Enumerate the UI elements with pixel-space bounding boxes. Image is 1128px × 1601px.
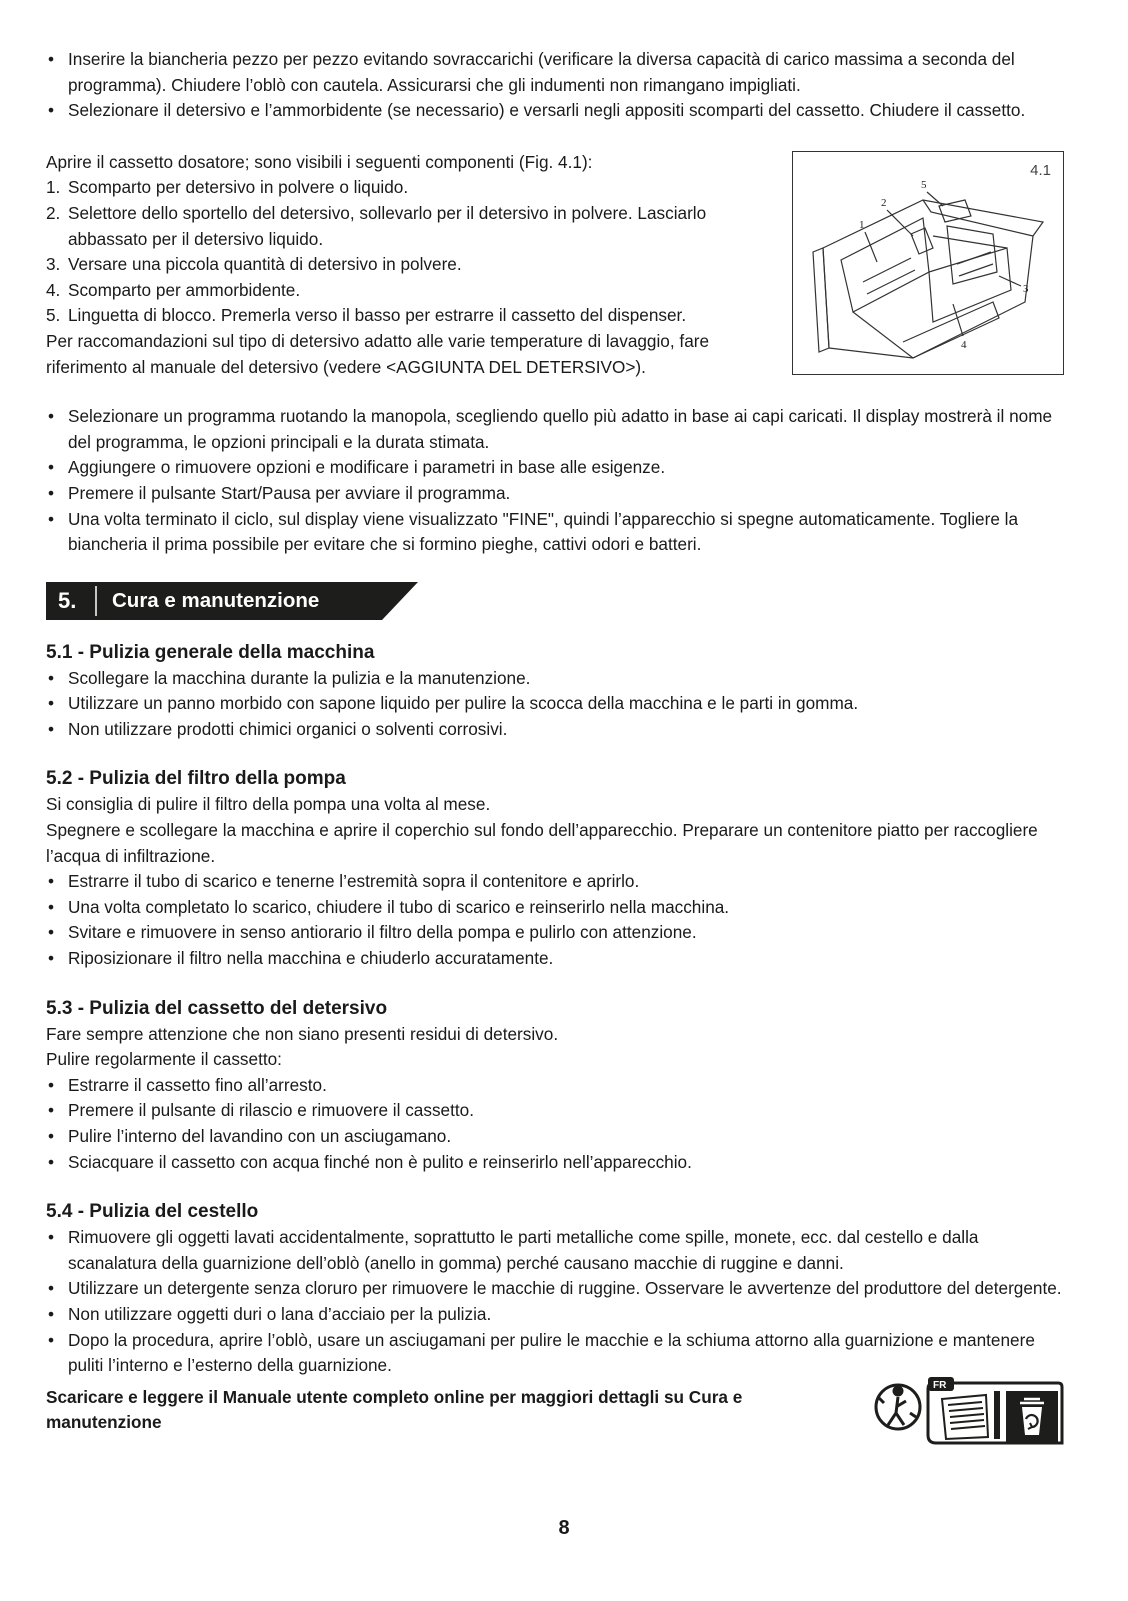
list-item: • Scollegare la macchina durante la pulizia e la manutenzione. (46, 666, 1064, 692)
list-item: • Non utilizzare prodotti chimici organici o solventi corrosivi. (46, 717, 1064, 743)
section-number: 5. (58, 587, 77, 613)
item-number: 5. (46, 305, 61, 326)
triman-icon (876, 1385, 920, 1429)
callout-4: 4 (961, 338, 967, 351)
list-item (46, 278, 766, 304)
callout-5: 5 (921, 178, 927, 191)
heading-5-2: 5.2 - Pulizia del filtro della pompa (46, 768, 346, 790)
list-item: • Premere il pulsante Start/Pausa per avviare il programma. (46, 481, 1064, 507)
paper-booklet-icon (942, 1395, 988, 1439)
dispenser-component-list (46, 175, 766, 329)
list-item (46, 175, 766, 201)
dispenser-intro: Aprire il cassetto dosatore; sono visibili i seguenti componenti (Fig. 4.1): (46, 151, 593, 172)
list-item: • Sciacquare il cassetto con acqua finché non è pulito e reinserirlo nell’apparecchio. (46, 1150, 1064, 1176)
page-number: 8 (558, 1517, 570, 1539)
recycling-info (868, 1377, 1064, 1449)
list-item: • Utilizzare un detergente senza cloruro per rimuovere le macchie di ruggine. Osservare le avvertenze del produttore del detergente. (46, 1276, 1064, 1302)
paragraph: Spegnere e scollegare la macchina e aprire il coperchio sul fondo dell’apparecchio. Preparare un contenitore piatto per raccogliere l’acqua di infiltrazione. (46, 820, 1038, 866)
list-item: • Aggiungere o rimuovere opzioni e modificare i parametri in base alle esigenze. (46, 455, 1064, 481)
program-bullet-list (46, 404, 1064, 558)
heading-5-1: 5.1 - Pulizia generale della macchina (46, 641, 375, 663)
callout-3: 3 (1023, 282, 1029, 295)
list-item: • Una volta terminato il ciclo, sul display viene visualizzato "FINE", quindi l’apparecchio si spegne automaticamente. Togliere la biancheria il prima possibile per evitare che si formino pieghe, cattivi odori e batteri. (46, 507, 1064, 558)
list-item: • Estrarre il tubo di scarico e tenerne l’estremità sopra il contenitore e aprirlo. (46, 869, 1064, 895)
recycling-bin-icon (1006, 1391, 1058, 1443)
bullet-list-5-4 (46, 1225, 1064, 1379)
list-item: • Premere il pulsante di rilascio e rimuovere il cassetto. (46, 1098, 1064, 1124)
list-item (46, 201, 766, 252)
list-item: • Estrarre il cassetto fino all’arresto. (46, 1073, 1064, 1099)
list-item: • Non utilizzare oggetti duri o lana d’acciaio per la pulizia. (46, 1302, 1064, 1328)
dispenser-drawer-figure (792, 151, 1064, 375)
list-item: • Selezionare il detersivo e l’ammorbidente (se necessario) e versarli negli appositi scomparti del cassetto. Chiudere il cassetto. (46, 98, 1064, 124)
item-number: 1. (46, 177, 61, 198)
fr-badge: FR (933, 1379, 947, 1391)
item-text: Scomparto per ammorbidente. (68, 279, 301, 300)
manual-download-note: Scaricare e leggere il Manuale utente completo online per maggiori dettagli su Cura e manutenzione (46, 1386, 743, 1432)
list-item: • Rimuovere gli oggetti lavati accidentalmente, soprattutto le parti metalliche come spille, monete, ecc. dal cestello e dalla scanalatura della guarnizione dell’oblò (anello in gomma) perché causano macchie di ruggine e danni. (46, 1225, 1064, 1276)
list-item: • Riposizionare il filtro nella macchina e chiuderlo accuratamente. (46, 946, 1064, 972)
list-item: • Selezionare un programma ruotando la manopola, scegliendo quello più adatto in base ai capi caricati. Il display mostrerà il nome del programma, le opzioni principali e la durata stimata. (46, 404, 1064, 455)
figure-label: 4.1 (1030, 161, 1051, 179)
intro-bullet-list (46, 47, 1064, 124)
footer-row (46, 1379, 1064, 1449)
dispenser-block (46, 150, 1064, 380)
list-item: • Pulire l’interno del lavandino con un asciugamano. (46, 1124, 1064, 1150)
section-title: Cura e manutenzione (112, 588, 320, 612)
list-item: • Svitare e rimuovere in senso antiorario il filtro della pompa e pulirlo con attenzione. (46, 920, 1064, 946)
paragraph: Pulire regolarmente il cassetto: (46, 1049, 282, 1070)
callout-2: 2 (881, 196, 887, 209)
item-number: 2. (46, 202, 61, 223)
list-item: • Una volta completato lo scarico, chiudere il tubo di scarico e reinserirlo nella macchina. (46, 895, 1064, 921)
list-item: • Inserire la biancheria pezzo per pezzo evitando sovraccarichi (verificare la diversa capacità di carico massima a seconda del programma). Chiudere l’oblò con cautela. Assicurarsi che gli indumenti non rimangano impigliati. (46, 47, 1064, 98)
item-number: 4. (46, 279, 61, 300)
paragraph: Si consiglia di pulire il filtro della pompa una volta al mese. (46, 794, 491, 815)
item-text: Versare una piccola quantità di detersivo in polvere. (68, 254, 462, 275)
list-item: • Utilizzare un panno morbido con sapone liquido per pulire la scocca della macchina e le parti in gomma. (46, 691, 1064, 717)
item-text: Selettore dello sportello del detersivo, sollevarlo per il detersivo in polvere. Lasciarlo abbassato per il detersivo liquido. (68, 202, 707, 249)
callout-1: 1 (859, 218, 865, 231)
item-number: 3. (46, 254, 61, 275)
item-text: Scomparto per detersivo in polvere o liquido. (68, 177, 409, 198)
dispenser-note: Per raccomandazioni sul tipo di detersivo adatto alle varie temperature di lavaggio, fare riferimento al manuale del detersivo (vedere <AGGIUNTA DEL DETERSIVO>). (46, 330, 710, 377)
heading-5-3: 5.3 - Pulizia del cassetto del detersivo (46, 997, 388, 1019)
paragraph: Fare sempre attenzione che non siano presenti residui di detersivo. (46, 1023, 559, 1044)
list-item: • Dopo la procedura, aprire l’oblò, usare un asciugamani per pulire le macchie e la schiuma attorno alla guarnizione e mantenere puliti l’interno e l’esterno della guarnizione. (46, 1328, 1064, 1379)
page-content (46, 47, 1064, 1449)
dispenser-drawer-drawing (793, 152, 1065, 376)
section-banner (46, 582, 1064, 620)
heading-5-4: 5.4 - Pulizia del cestello (46, 1201, 259, 1223)
bullet-list-5-1 (46, 666, 1064, 743)
bullet-list-5-3 (46, 1073, 1064, 1175)
bullet-list-5-2 (46, 869, 1064, 971)
item-text: Linguetta di blocco. Premerla verso il basso per estrarre il cassetto del dispenser. (68, 305, 687, 326)
dispenser-description (46, 150, 766, 380)
list-item (46, 252, 766, 278)
list-item (46, 303, 766, 329)
